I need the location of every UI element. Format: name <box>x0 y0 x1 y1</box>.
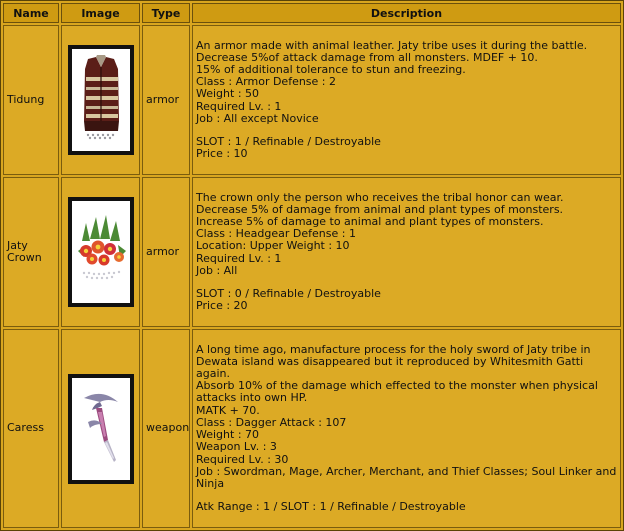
table-row <box>3 177 621 327</box>
item-name: Caress <box>3 329 59 528</box>
item-name: Tidung <box>3 25 59 175</box>
item-description <box>192 25 621 175</box>
description-line: Decrease 5%of attack damage from all monsters. MDEF + 10. <box>196 50 538 64</box>
item-description <box>192 329 621 528</box>
description-line: Required Lv. : 30 <box>196 452 289 466</box>
description-footer-line: Atk Range : 1 / SLOT : 1 / Refinable / Destroyable <box>196 500 466 514</box>
description-line: MATK + 70. <box>196 403 260 417</box>
description-line: Class : Armor Defense : 2 <box>196 75 337 89</box>
item-image <box>68 45 134 155</box>
description-line: Weapon Lv. : 3 <box>196 440 277 454</box>
description-line: Absorb 10% of the damage which effected to the monster when physical attacks into own HP. <box>196 379 598 405</box>
description-line: The crown only the person who receives the tribal honor can wear. <box>196 190 564 204</box>
description-line: Job : All <box>196 263 238 277</box>
description-line: An armor made with animal leather. Jaty tribe uses it during the battle. <box>196 38 588 52</box>
description-footer-line: SLOT : 1 / Refinable / Destroyable <box>196 135 381 148</box>
header-description: Description <box>192 3 621 23</box>
table-row <box>3 25 621 175</box>
item-image-cell <box>61 25 140 175</box>
description-footer-line: Price : 20 <box>196 299 248 313</box>
armor-vest-icon <box>72 49 130 151</box>
item-description <box>192 177 621 327</box>
description-line: Class : Headgear Defense : 1 <box>196 227 356 241</box>
description-line: Increase 5% of damage to animal and plant types of monsters. <box>196 214 544 228</box>
item-image <box>68 374 134 484</box>
description-line: Job : All except Novice <box>196 111 319 125</box>
item-image <box>68 197 134 307</box>
description-line: Location: Upper Weight : 10 <box>196 239 350 253</box>
dagger-weapon-icon <box>72 378 130 480</box>
item-image-cell <box>61 329 140 528</box>
description-line: Required Lv. : 1 <box>196 251 282 265</box>
item-name: Jaty Crown <box>3 177 59 327</box>
item-image-cell <box>61 177 140 327</box>
header-row <box>3 3 621 23</box>
description-line: Decrease 5% of damage from animal and plant types of monsters. <box>196 202 564 216</box>
flower-crown-icon <box>72 201 130 303</box>
header-type: Type <box>142 3 190 23</box>
description-line: A long time ago, manufacture process for the holy sword of Jaty tribe in Dewata island was disappeared but it reproduced by Whitesmith Gatti again. <box>196 342 591 381</box>
description-footer-line: Price : 10 <box>196 147 248 161</box>
description-line: 15% of additional tolerance to stun and freezing. <box>196 62 466 76</box>
item-type: armor <box>142 25 190 175</box>
header-image: Image <box>61 3 140 23</box>
description-footer-line: SLOT : 0 / Refinable / Destroyable <box>196 287 381 300</box>
description-line: Weight : 50 <box>196 87 260 101</box>
description-line: Job : Swordman, Mage, Archer, Merchant, and Thief Classes; Soul Linker and Ninja <box>196 464 617 490</box>
item-type: weapon <box>142 329 190 528</box>
description-line: Class : Dagger Attack : 107 <box>196 415 347 429</box>
description-line: Required Lv. : 1 <box>196 99 282 113</box>
table-row <box>3 329 621 528</box>
header-name: Name <box>3 3 59 23</box>
item-type: armor <box>142 177 190 327</box>
description-line: Weight : 70 <box>196 428 260 442</box>
